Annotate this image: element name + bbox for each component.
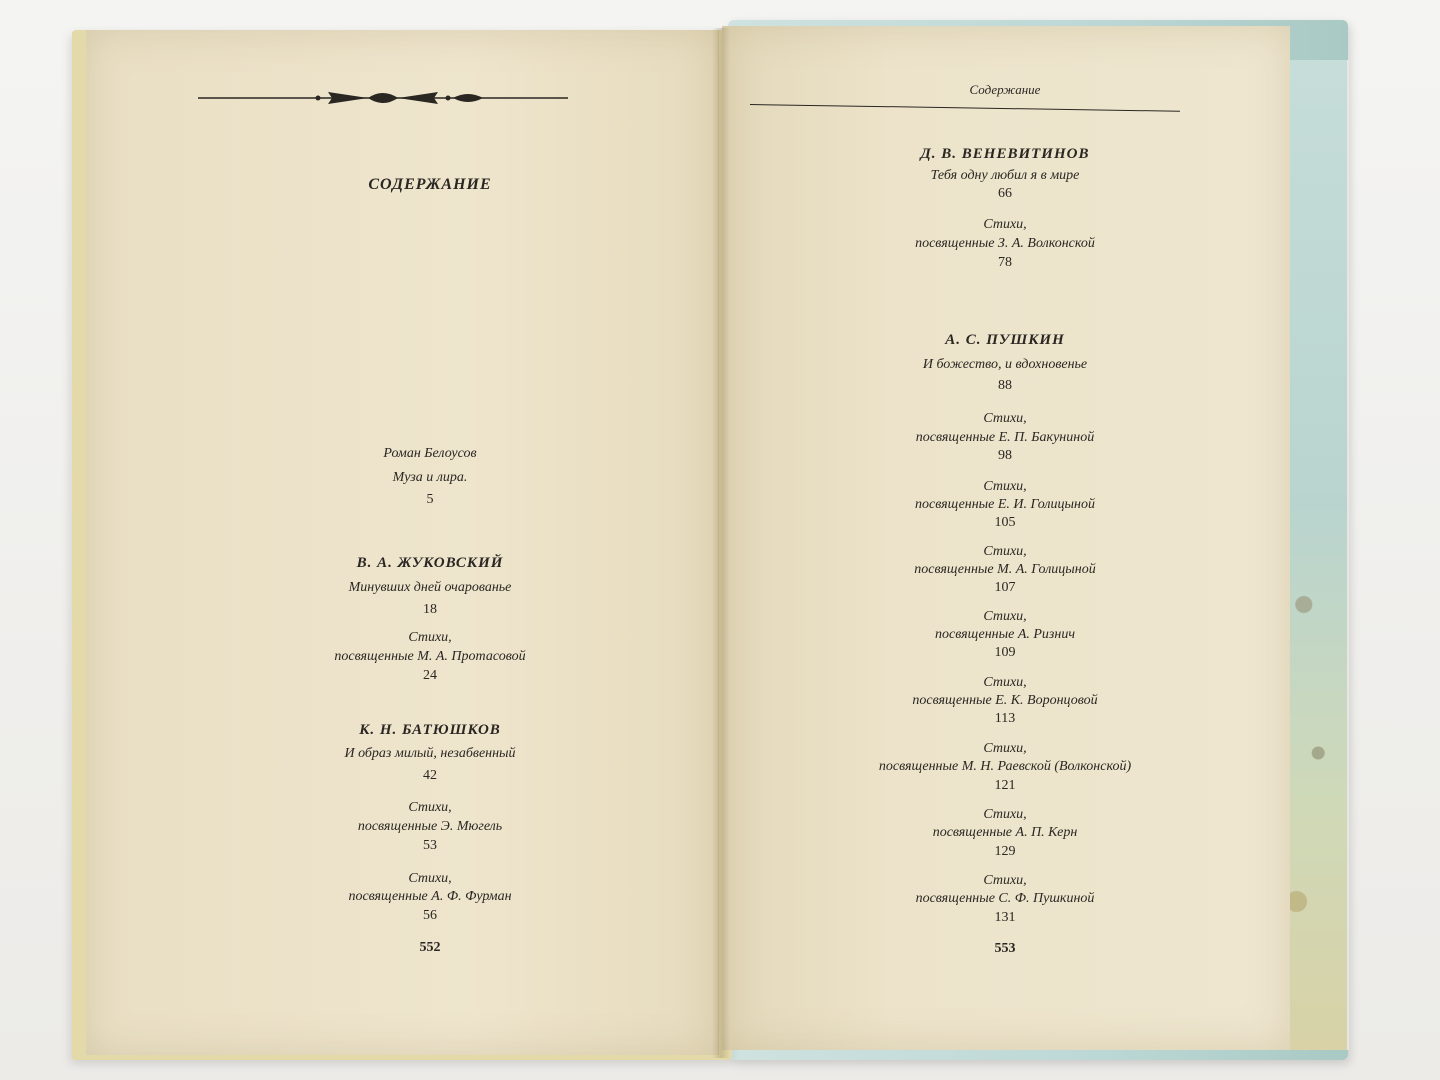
entry-title: посвященные М. Н. Раевской (Волконской) bbox=[878, 759, 1132, 774]
entry-page: 131 bbox=[994, 910, 1016, 925]
entry-page: 109 bbox=[994, 645, 1016, 660]
entry-page: 88 bbox=[998, 378, 1012, 393]
entry-title: Стихи, bbox=[983, 741, 1027, 756]
section-author: А. С. ПУШКИН bbox=[945, 332, 1065, 348]
entry-title: посвященные Е. К. Воронцовой bbox=[912, 693, 1098, 708]
entry-page: 113 bbox=[994, 711, 1016, 726]
book-gutter bbox=[712, 28, 730, 1058]
entry-page: 78 bbox=[998, 255, 1012, 270]
entry-title: Стихи, bbox=[408, 800, 452, 815]
entry-title: Стихи, bbox=[983, 411, 1027, 426]
intro-page-number: 5 bbox=[426, 492, 434, 507]
entry-title: Стихи, bbox=[983, 807, 1027, 822]
entry-page: 121 bbox=[994, 778, 1016, 793]
section-author: К. Н. БАТЮШКОВ bbox=[359, 722, 501, 738]
entry-title: Тебя одну любил я в мире bbox=[930, 168, 1080, 183]
entry-page: 107 bbox=[994, 580, 1016, 595]
entry-title: Стихи, bbox=[983, 609, 1027, 624]
entry-title: посвященные М. А. Голицыной bbox=[914, 562, 1096, 577]
entry-page: 129 bbox=[994, 844, 1016, 859]
entry-title: посвященные М. А. Протасовой bbox=[334, 649, 526, 664]
entry-title: Стихи, bbox=[408, 871, 452, 886]
entry-page: 42 bbox=[423, 768, 437, 783]
entry-page: 24 bbox=[423, 668, 437, 683]
entry-title: посвященные А. Ф. Фурман bbox=[348, 889, 512, 904]
page-folio: 553 bbox=[994, 941, 1016, 956]
entry-title: посвященные С. Ф. Пушкиной bbox=[915, 891, 1095, 906]
running-head: Содержание bbox=[969, 82, 1041, 97]
entry-page: 18 bbox=[423, 602, 437, 617]
toc-heading: СОДЕРЖАНИЕ bbox=[368, 176, 492, 193]
section-author: В. А. ЖУКОВСКИЙ bbox=[356, 555, 504, 571]
entry-title: Стихи, bbox=[408, 630, 452, 645]
right-toc-entries bbox=[750, 0, 1260, 1080]
entry-title: посвященные Е. П. Бакуниной bbox=[915, 430, 1095, 445]
entry-title: Стихи, bbox=[983, 873, 1027, 888]
section-author: Д. В. ВЕНЕВИТИНОВ bbox=[920, 146, 1090, 162]
entry-page: 53 bbox=[423, 838, 437, 853]
intro-title: Муза и лира. bbox=[392, 470, 468, 485]
entry-title: Минувших дней очарованье bbox=[348, 580, 512, 595]
entry-page: 98 bbox=[998, 448, 1012, 463]
entry-page: 105 bbox=[994, 515, 1016, 530]
page-folio: 552 bbox=[419, 940, 441, 955]
entry-title: И божество, и вдохновенье bbox=[922, 357, 1088, 372]
entry-title: посвященные А. П. Керн bbox=[932, 825, 1078, 840]
entry-title: посвященные Э. Мюгель bbox=[357, 819, 503, 834]
entry-title: Стихи, bbox=[983, 544, 1027, 559]
entry-page: 66 bbox=[998, 186, 1012, 201]
entry-title: посвященные Е. И. Голицыной bbox=[915, 497, 1095, 512]
intro-author: Роман Белоусов bbox=[383, 446, 477, 461]
entry-title: Стихи, bbox=[983, 217, 1027, 232]
entry-title: И образ милый, незабвенный bbox=[344, 746, 516, 761]
entry-title: Стихи, bbox=[983, 479, 1027, 494]
left-toc-column bbox=[210, 0, 650, 1080]
entry-page: 56 bbox=[423, 908, 437, 923]
entry-title: посвященные А. Ризнич bbox=[934, 627, 1076, 642]
entry-title: Стихи, bbox=[983, 675, 1027, 690]
entry-title: посвященные З. А. Волконской bbox=[915, 236, 1095, 251]
